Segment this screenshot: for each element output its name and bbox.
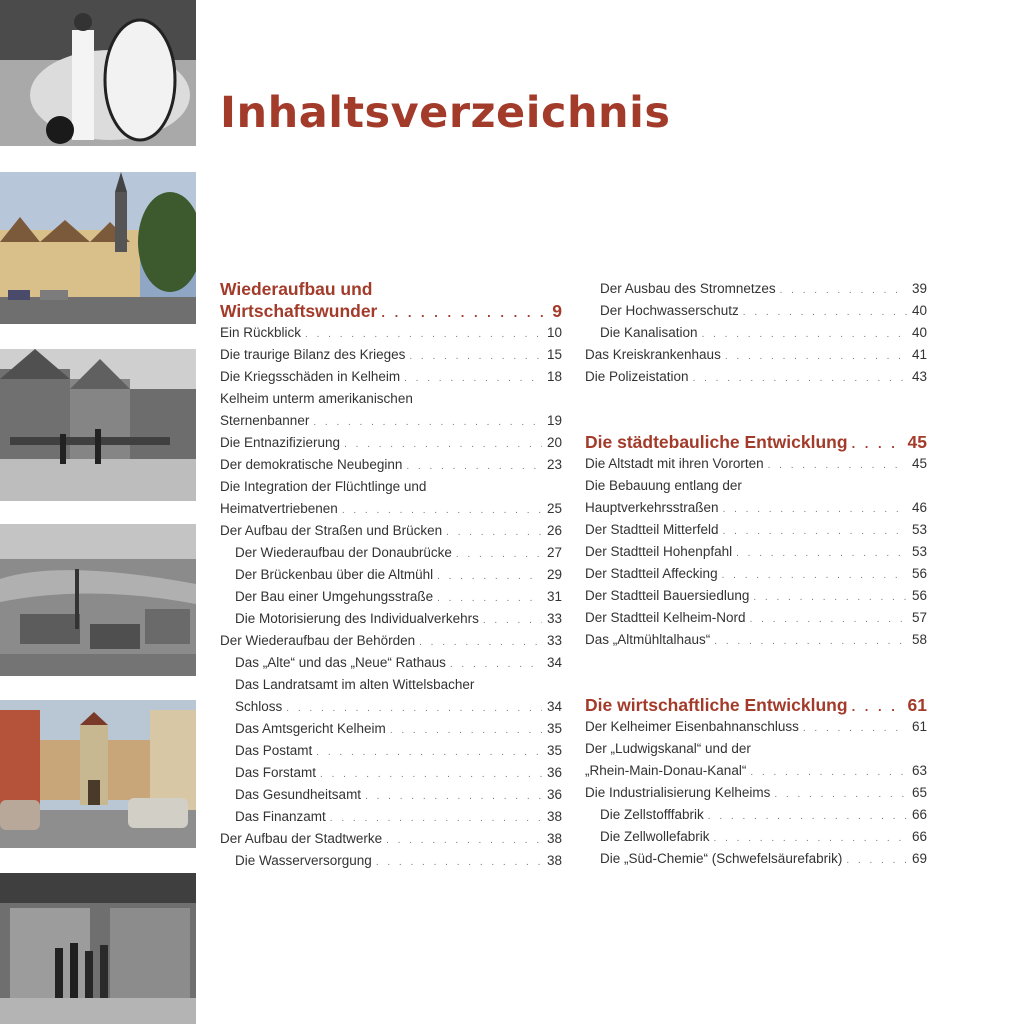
toc-entry-title: Die Industrialisierung Kelheims [585,785,771,800]
dot-leader [437,566,542,588]
toc-entry-title: Hauptverkehrsstraßen [585,500,719,515]
toc-entry-title: Das Landratsamt im alten Wittelsbacher [235,677,475,692]
dot-leader [768,455,907,477]
dot-leader [714,631,907,653]
toc-entry-page: 66 [911,807,927,822]
toc-entry-title: Das Forstamt [235,765,317,780]
photo-shop-window [0,873,196,1024]
toc-subentry [220,784,562,806]
toc-subentry [220,806,562,828]
toc-entry [585,497,927,519]
toc-entry-title: Das „Alte“ und das „Neue“ Rathaus [235,655,446,670]
toc-entry [585,344,927,366]
toc-entry-page: 56 [911,566,927,581]
dot-leader [750,609,907,631]
dot-leader [722,565,907,587]
toc-entry-page: 36 [546,787,562,802]
toc-entry-title: Der Stadtteil Bauersiedlung [585,588,750,603]
toc-entry-page: 18 [546,369,562,384]
dot-leader [437,588,542,610]
toc-entry-page: 20 [546,435,562,450]
dot-leader [693,368,907,390]
toc-entry-title: Der Wiederaufbau der Donaubrücke [235,545,452,560]
toc-entry-title: Die Entnazifizierung [220,435,341,450]
toc-entry-title: Der Stadtteil Kelheim-Nord [585,610,746,625]
section-heading: Wiederaufbau und [220,279,373,299]
dot-leader [330,808,542,830]
dot-leader [702,324,907,346]
toc-entry-title: „Rhein-Main-Donau-Kanal“ [585,763,747,778]
toc-entry-title: Heimatvertriebenen [220,501,338,516]
dot-leader [381,302,548,324]
toc-right-column [585,278,927,870]
toc-entry [220,454,562,476]
toc-entry [220,520,562,542]
toc-entry-page: 65 [911,785,927,800]
toc-entry-title: Der Wiederaufbau der Behörden [220,633,416,648]
toc-entry [585,585,927,607]
toc-entry-title: Das Postamt [235,743,313,758]
toc-entry-page: 15 [546,347,562,362]
toc-entry-title: Die Bebauung entlang der [585,478,742,493]
section-heading-line [220,300,562,322]
toc-entry-page: 45 [911,456,927,471]
toc-subentry [220,564,562,586]
toc-entry-page: 35 [546,721,562,736]
toc-entry-page: 69 [911,851,927,866]
toc-subentry [585,804,927,826]
photo-strip [0,0,196,1024]
toc-entry [220,410,562,432]
dot-leader [404,368,542,390]
dot-leader [286,698,542,720]
toc-entry-title: Der Bau einer Umgehungsstraße [235,589,434,604]
dot-leader [750,762,907,784]
toc-entry [585,782,927,804]
toc-left-column [220,278,562,872]
section-page: 45 [907,432,927,452]
toc-entry-title: Die Polizeistation [585,369,689,384]
toc-entry-page: 38 [546,809,562,824]
dot-leader [846,850,907,872]
toc-subentry [220,586,562,608]
toc-entry-page: 63 [911,763,927,778]
toc-entry-page: 46 [911,500,927,515]
dot-leader [316,742,542,764]
spacer [585,651,927,694]
toc-subentry [220,674,562,696]
toc-entry [585,366,927,388]
section-page: 9 [552,301,562,321]
toc-entry-page: 56 [911,588,927,603]
toc-entry-title: Das Amtsgericht Kelheim [235,721,386,736]
toc-subentry [585,826,927,848]
dot-leader [305,324,542,346]
toc-entry-title: Ein Rückblick [220,325,302,340]
dot-leader [450,654,542,676]
toc-entry-title: Das Gesundheitsamt [235,787,362,802]
toc-entry-page: 26 [546,523,562,538]
dot-leader [456,544,542,566]
toc-entry-title: Das Kreiskrankenhaus [585,347,721,362]
toc-entry [585,453,927,475]
dot-leader [419,632,542,654]
toc-entry-page: 29 [546,567,562,582]
dot-leader [725,346,907,368]
toc-entry-page: 33 [546,633,562,648]
toc-entry-page: 35 [546,743,562,758]
toc-entry-title: Die Motorisierung des Individualverkehrs [235,611,479,626]
toc-entry-page: 34 [546,655,562,670]
toc-entry-title: Schloss [235,699,283,714]
toc-entry-title: Der Aufbau der Stadtwerke [220,831,383,846]
toc-entry-title: Die Altstadt mit ihren Vororten [585,456,764,471]
dot-leader [376,852,542,874]
toc-entry-page: 25 [546,501,562,516]
toc-entry-title: Sternenbanner [220,413,310,428]
dot-leader [446,522,542,544]
toc-entry [585,629,927,651]
toc-entry-title: Der Ausbau des Stromnetzes [600,281,776,296]
toc-entry-title: Der Hochwasserschutz [600,303,739,318]
toc-entry-title: Der Brückenbau über die Altmühl [235,567,434,582]
section-title: Wirtschaftswunder [220,301,378,321]
dot-leader [780,280,907,302]
toc-entry-page: 43 [911,369,927,384]
toc-entry [585,563,927,585]
toc-entry [585,738,927,760]
toc-entry-page: 38 [546,853,562,868]
dot-leader [852,433,904,455]
dot-leader [406,456,542,478]
photo-woman-with-car [0,0,196,146]
toc-subentry [585,322,927,344]
toc-entry-page: 41 [911,347,927,362]
toc-entry-title: Die Zellwollefabrik [600,829,710,844]
dot-leader [344,434,542,456]
toc-entry [585,607,927,629]
toc-subentry [220,542,562,564]
spacer [585,388,927,431]
toc-subentry [220,850,562,872]
toc-entry [220,366,562,388]
toc-subentry [585,848,927,870]
toc-entry-page: 27 [546,545,562,560]
toc-entry-title: Die Integration der Flüchtlinge und [220,479,427,494]
toc-subentry [220,718,562,740]
toc-entry-page: 39 [911,281,927,296]
toc-entry-title: Das Finanzamt [235,809,326,824]
toc-entry [585,475,927,497]
toc-entry-page: 10 [546,325,562,340]
dot-leader [803,718,907,740]
toc-entry-page: 57 [911,610,927,625]
toc-entry-page: 33 [546,611,562,626]
toc-entry [220,388,562,410]
toc-entry-title: Kelheim unterm amerikanischen [220,391,413,406]
toc-entry-page: 19 [546,413,562,428]
toc-entry-title: Die Kriegsschäden in Kelheim [220,369,401,384]
dot-leader [714,828,907,850]
toc-entry-page: 23 [546,457,562,472]
toc-entry [220,828,562,850]
toc-entry-title: Der demokratische Neubeginn [220,457,403,472]
section-heading [585,431,927,453]
toc-subentry [220,696,562,718]
photo-church-square [0,172,196,324]
toc-entry-title: Die Wasserversorgung [235,853,372,868]
toc-entry-page: 40 [911,303,927,318]
toc-entry-title: Das „Altmühltalhaus“ [585,632,711,647]
toc-subentry [220,652,562,674]
toc-entry-title: Der Stadtteil Mitterfeld [585,522,719,537]
toc-entry-page: 38 [546,831,562,846]
dot-leader [708,806,907,828]
dot-leader [483,610,542,632]
dot-leader [365,786,542,808]
dot-leader [390,720,542,742]
toc-entry [585,519,927,541]
toc-entry [220,432,562,454]
toc-entry-title: Der Kelheimer Eisenbahnanschluss [585,719,799,734]
dot-leader [774,784,907,806]
dot-leader [313,412,542,434]
toc-entry-page: 34 [546,699,562,714]
photo-town-gate-street [0,700,196,848]
toc-entry-page: 61 [911,719,927,734]
dot-leader [386,830,542,852]
dot-leader [753,587,907,609]
section-page: 61 [907,695,927,715]
toc-entry [220,498,562,520]
toc-entry [220,630,562,652]
toc-entry-page: 53 [911,522,927,537]
section-title: Die wirtschaftliche Entwicklung [585,695,848,715]
dot-leader [736,543,907,565]
toc-entry [585,760,927,782]
toc-subentry [585,300,927,322]
toc-subentry [220,608,562,630]
toc-entry [585,541,927,563]
toc-entry-page: 53 [911,544,927,559]
toc-entry [585,716,927,738]
toc-entry-title: Die „Süd-Chemie“ (Schwefelsäurefabrik) [600,851,843,866]
section-title: Die städtebauliche Entwicklung [585,432,848,452]
toc-entry-page: 66 [911,829,927,844]
dot-leader [320,764,542,786]
toc-subentry [220,762,562,784]
dot-leader [342,500,542,522]
dot-leader [852,696,904,718]
toc-entry-page: 58 [911,632,927,647]
section-heading [585,694,927,716]
dot-leader [723,499,907,521]
page-title: Inhaltsverzeichnis [220,88,671,138]
toc-entry-page: 36 [546,765,562,780]
toc-entry-title: Der Aufbau der Straßen und Brücken [220,523,443,538]
toc-entry-title: Die traurige Bilanz des Krieges [220,347,406,362]
toc-entry-title: Der Stadtteil Affecking [585,566,718,581]
toc-entry-title: Der „Ludwigskanal“ und der [585,741,751,756]
toc-entry-page: 40 [911,325,927,340]
dot-leader [723,521,907,543]
dot-leader [409,346,542,368]
toc-entry [220,476,562,498]
toc-subentry [220,740,562,762]
toc-entry-title: Die Zellstofffabrik [600,807,704,822]
toc-subentry [585,278,927,300]
toc-entry-page: 31 [546,589,562,604]
toc-entry [220,344,562,366]
dot-leader [743,302,907,324]
toc-entry-title: Die Kanalisation [600,325,698,340]
toc-entry-title: Der Stadtteil Hohenpfahl [585,544,733,559]
photo-aerial-town [0,524,196,676]
toc-entry [220,322,562,344]
photo-street-construction [0,349,196,501]
